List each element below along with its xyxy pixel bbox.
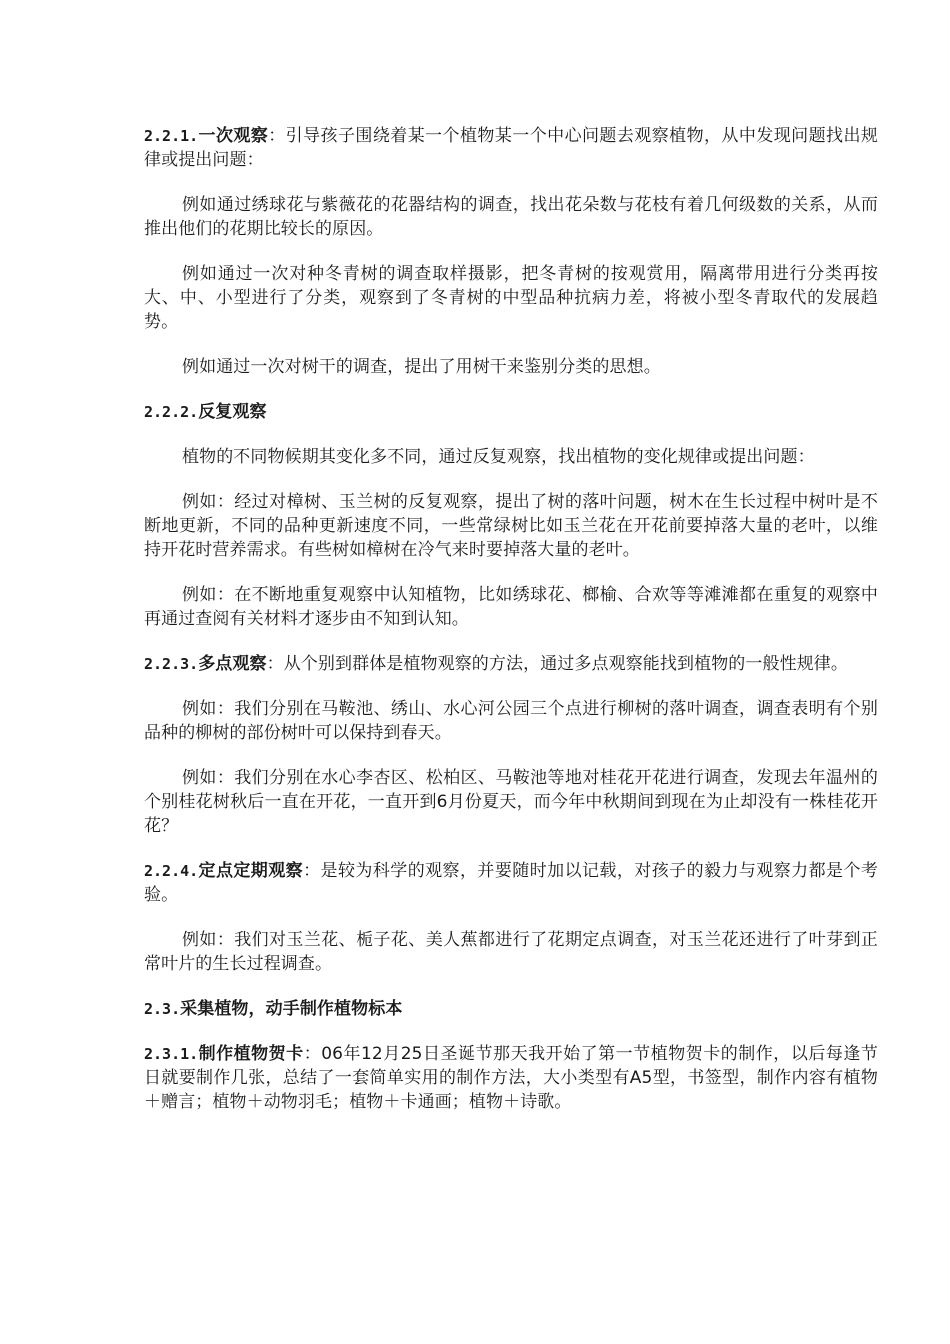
body-paragraph: 植物的不同物候期其变化多不同，通过反复观察，找出植物的变化规律或提出问题： (182, 447, 815, 467)
section-text: ：是较为科学的观察，并要随时加以记载，对孩子的毅力与观察力都是个考验。 (144, 861, 878, 905)
section-2-2-1 (144, 124, 878, 172)
section-text: ：06年12月25日圣诞节那天我开始了第一节植物贺卡的制作，以后每逢节日就要制作几张，总结了一套简单实用的制作方法，大小类型有A5型，书签型，制作内容有植物＋赠言；植物＋动物羽毛；植物＋卡通画；植物＋诗歌。 (144, 1044, 878, 1112)
example-paragraph: 例如：经过对樟树、玉兰树的反复观察，提出了树的落叶问题，树木在生长过程中树叶是不断地更新，不同的品种更新速度不同，一些常绿树比如玉兰花在开花前要掉落大量的老叶，以维持开花时营养需求。有些树如樟树在冷气来时要掉落大量的老叶。 (144, 492, 878, 560)
example-paragraph: 例如通过一次对树干的调查，提出了用树干来鉴别分类的思想。 (182, 357, 661, 377)
section-2-2-3 (144, 652, 878, 676)
section-number: 2.3.1. (144, 1045, 199, 1063)
example-paragraph: 例如通过一次对种冬青树的调查取样摄影，把冬青树的按观赏用，隔离带用进行分类再按大、中、小型进行了分类，观察到了冬青树的中型品种抗病力差，将被小型冬青取代的发展趋势。 (144, 264, 878, 332)
example-paragraph: 例如通过绣球花与紫薇花的花器结构的调查，找出花朵数与花枝有着几何级数的关系，从而推出他们的花期比较长的原因。 (144, 195, 878, 239)
example-paragraph: 例如：我们对玉兰花、栀子花、美人蕉都进行了花期定点调查，对玉兰花还进行了叶芽到正常叶片的生长过程调查。 (144, 930, 878, 974)
section-title: 定点定期观察 (198, 861, 304, 881)
section-title: 多点观察 (198, 654, 267, 674)
section-number: 2.2.3. (144, 655, 199, 673)
example-paragraph: 例如：我们分别在马鞍池、绣山、水心河公园三个点进行柳树的落叶调查，调查表明有个别品种的柳树的部份树叶可以保持到春天。 (144, 699, 878, 743)
section-title: 一次观察 (198, 126, 269, 146)
document-body (144, 124, 878, 1114)
section-2-2-2 (144, 400, 878, 424)
example-paragraph: 例如：在不断地重复观察中认知植物，比如绣球花、榔榆、合欢等等滩滩都在重复的观察中再通过查阅有关材料才逐步由不知到认知。 (144, 585, 878, 629)
example-paragraph: 例如：我们分别在水心李杏区、松柏区、马鞍池等地对桂花开花进行调查，发现去年温州的个别桂花树秋后一直在开花，一直开到6月份夏天，而今年中秋期间到现在为止却没有一株桂花开花？ (144, 768, 878, 836)
section-text: ：引导孩子围绕着某一个植物某一个中心问题去观察植物，从中发现问题找出规律或提出问题： (144, 126, 878, 170)
section-title: 制作植物贺卡 (198, 1044, 304, 1064)
section-title: 反复观察 (198, 402, 267, 422)
section-text: ：从个别到群体是植物观察的方法，通过多点观察能找到植物的一般性规律。 (266, 654, 848, 674)
section-number: 2.3. (144, 1000, 181, 1018)
section-title: 采集植物，动手制作植物标本 (180, 999, 403, 1019)
section-number: 2.2.2. (144, 403, 199, 421)
section-2-3 (144, 997, 878, 1021)
section-number: 2.2.4. (144, 862, 199, 880)
section-2-3-1 (144, 1042, 878, 1114)
section-number: 2.2.1. (144, 127, 199, 145)
section-2-2-4 (144, 859, 878, 907)
